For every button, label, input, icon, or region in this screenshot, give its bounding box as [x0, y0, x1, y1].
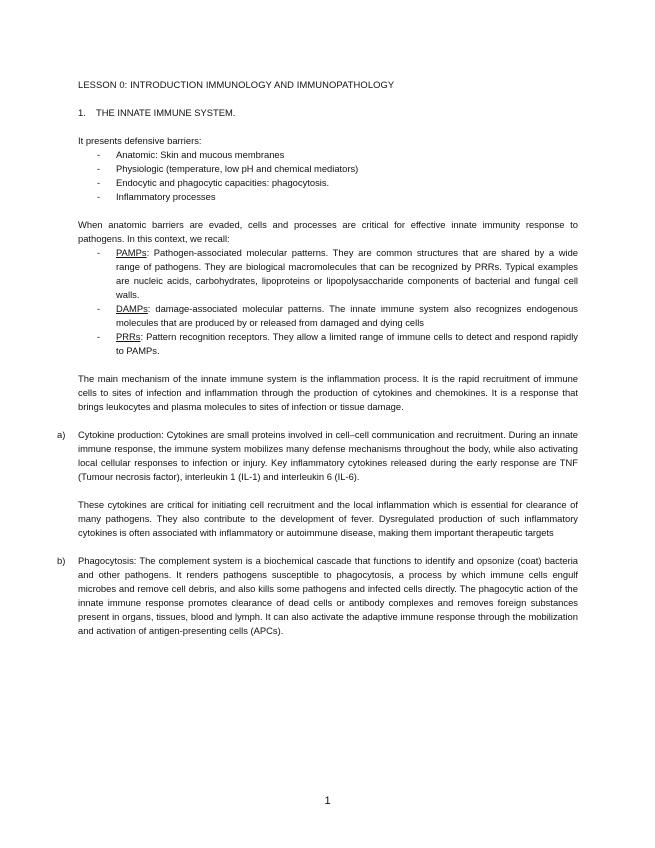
definition-text: : Pathogen-associated molecular patterns. They are common structures that are shared by a wide range of pathogens. They are biological macromolecules that can be recognized by PRRs. Typical examples are nucleic acids, carbohydrates, lipoproteins or lipopolysaccharide components of bacterial and fungal cell walls. — [116, 247, 578, 300]
section-title: THE INNATE IMMUNE SYSTEM. — [96, 107, 236, 118]
list-item — [97, 330, 578, 358]
document-page — [57, 78, 578, 638]
list-item: - Physiologic (temperature, low pH and chemical mediators) — [97, 162, 578, 176]
lesson-title: LESSON 0: INTRODUCTION IMMUNOLOGY AND IMMUNOPATHOLOGY — [78, 79, 395, 90]
cytokine-paragraph-2: These cytokines are critical for initiating cell recruitment and the local inflammation which is essential for clearance of many pathogens. They also contribute to the development of fever. Dysregulated production of such inflammatory cytokines is often associated with inflammatory or autoimmune disease, making them important therapeutic targets — [78, 499, 578, 538]
section-number: 1. — [78, 107, 86, 118]
barriers-list — [78, 148, 578, 204]
list-item — [97, 302, 578, 330]
list-item — [97, 246, 578, 302]
barriers-block — [78, 134, 578, 204]
definition-text: : damage-associated molecular patterns. The innate immune system also recognizes endogenous molecules that are produced by or released from damaged and dying cells — [116, 303, 578, 328]
page-number: 1 — [324, 795, 331, 807]
item-marker: b) — [57, 555, 66, 566]
list-item: - Endocytic and phagocytic capacities: phagocytosis. — [97, 176, 578, 190]
term-prrs: PRRs — [116, 331, 141, 342]
list-item: - Inflammatory processes — [97, 190, 578, 204]
section-heading — [78, 106, 578, 120]
evaded-block — [78, 218, 578, 358]
cytokine-paragraph: Cytokine production: Cytokines are small proteins involved in cell–cell communication and recruitment. During an innate immune response, the immune system mobilizes many defense mechanisms throughout the body, while also activating local cellular responses to infection or injury. Key inflammatory cytokines released during the early response are TNF (Tumour necrosis factor), interleukin 1 (IL-1) and interleukin 6 (IL-6). — [78, 429, 578, 482]
term-pamps: PAMPs — [116, 247, 147, 258]
evaded-paragraph: When anatomic barriers are evaded, cells and processes are critical for effective innate immunity response to pathogens. In this context, we recall: — [78, 219, 578, 244]
phagocytosis-paragraph: Phagocytosis: The complement system is a biochemical cascade that functions to identify and opsonize (coat) bacteria and other pathogens. It renders pathogens susceptible to phagocytosis, a process by which immune cells engulf microbes and remove cell debris, and also kills some pathogens and infected cells directly. The phagocytic action of the innate immune response promotes clearance of dead cells or antibody complexes and removes foreign substances present in organs, tissues, blood and lymph. It can also activate the adaptive immune response through the mobilization and activation of antigen-presenting cells (APCs). — [78, 555, 578, 636]
list-item: - Anatomic: Skin and mucous membranes — [97, 148, 578, 162]
barriers-intro: It presents defensive barriers: — [78, 135, 202, 146]
definition-text: : Pattern recognition receptors. They allow a limited range of immune cells to detect and respond rapidly to PAMPs. — [116, 331, 578, 356]
item-marker: a) — [57, 429, 66, 440]
mechanism-paragraph: The main mechanism of the innate immune system is the inflammation process. It is the rapid recruitment of immune cells to sites of infection and inflammation through the production of cytokines and chemokines. It is a response that brings leukocytes and plasma molecules to sites of infection or tissue damage. — [78, 373, 578, 412]
cytokine-section — [57, 428, 578, 540]
phagocytosis-section — [57, 554, 578, 638]
pattern-list — [78, 246, 578, 358]
term-damps: DAMPs — [116, 303, 148, 314]
